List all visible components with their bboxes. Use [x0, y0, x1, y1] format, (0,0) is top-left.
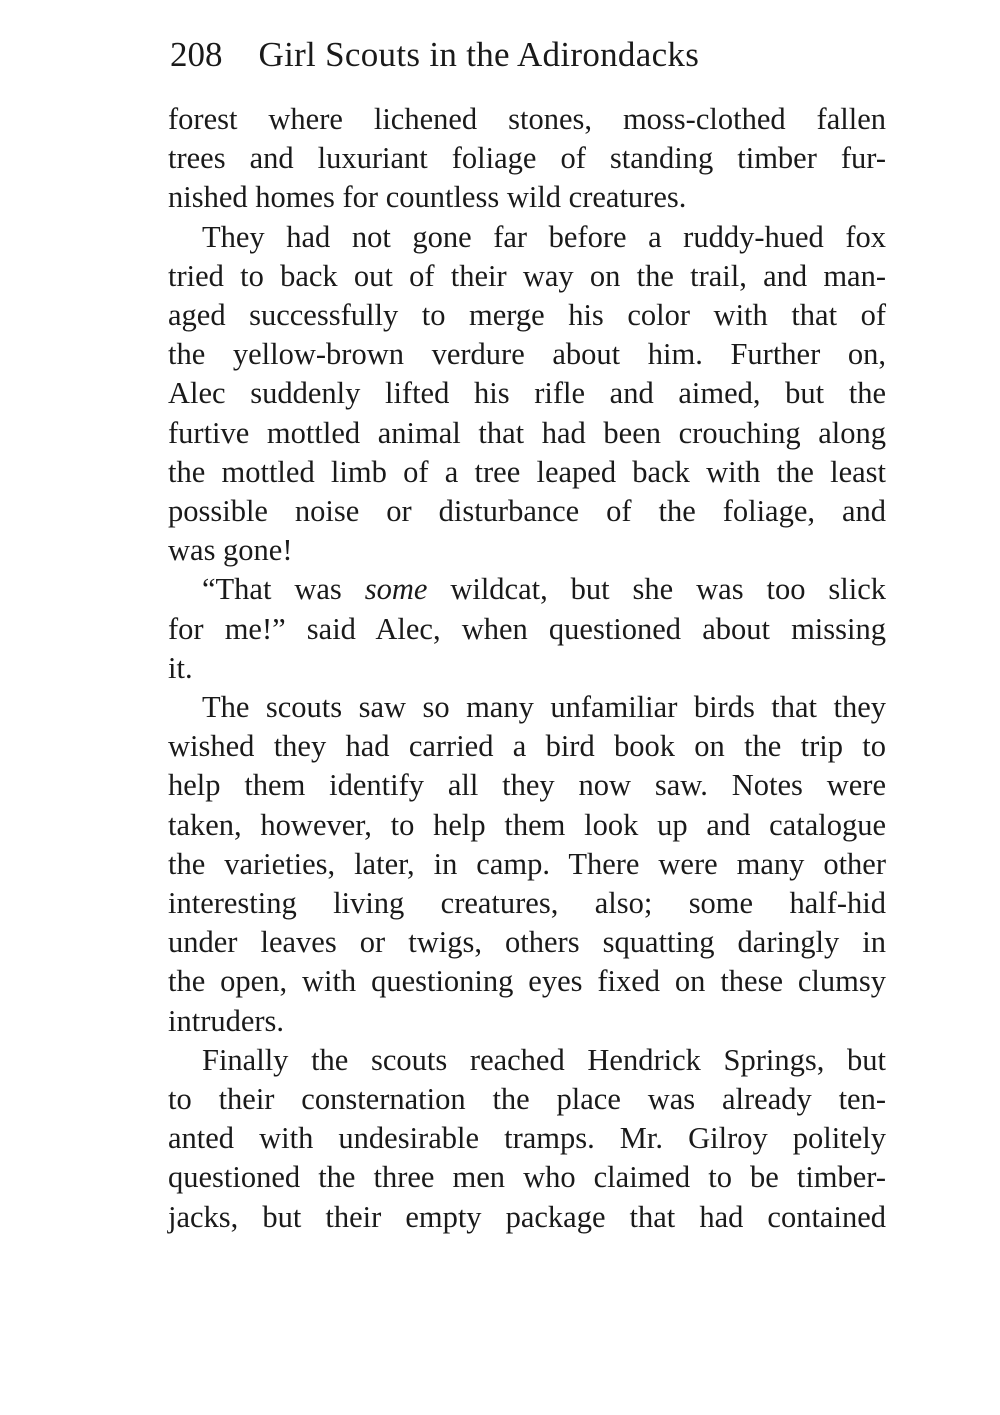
text-line: under leaves or twigs, others squatting daringly in [168, 925, 886, 960]
text-line: jacks, but their empty package that had contained [168, 1199, 886, 1234]
text-line: intruders. [168, 1003, 285, 1038]
text-line: questioned the three men who claimed to be timber- [168, 1160, 886, 1195]
text-line: nished homes for countless wild creatures. [168, 180, 687, 215]
text-run: wildcat, but she was too slick [427, 572, 886, 607]
text-line: the yellow-brown verdure about him. Further on, [168, 337, 886, 372]
paragraph-4 [168, 688, 886, 1041]
text-line: aged successfully to merge his color with that of [168, 298, 886, 333]
body-text [168, 100, 886, 1237]
text-line: Finally the scouts reached Hendrick Springs, but [202, 1042, 886, 1077]
text-line: forest where lichened stones, moss-clothed fallen [168, 102, 886, 136]
paragraph-5 [168, 1041, 886, 1237]
paragraph-1 [168, 100, 886, 218]
text-line: the open, with questioning eyes fixed on these clumsy [168, 964, 886, 999]
text-line: it. [168, 650, 193, 685]
text-line: to their consternation the place was already ten- [168, 1082, 886, 1117]
text-line: help them identify all they now saw. Notes were [168, 768, 886, 803]
text-line: furtive mottled animal that had been crouching along [168, 415, 886, 450]
text-line: anted with undesirable tramps. Mr. Gilroy politely [168, 1121, 886, 1156]
paragraph-2 [168, 218, 886, 571]
text-line: taken, however, to help them look up and catalogue [168, 807, 886, 842]
text-line: The scouts saw so many unfamiliar birds that they [202, 690, 886, 725]
text-line: the varieties, later, in camp. There were many other [168, 846, 886, 881]
text-line: was gone! [168, 533, 293, 568]
text-line: interesting living creatures, also; some half-hid [168, 886, 886, 921]
text-line: trees and luxuriant foliage of standing timber fur- [168, 141, 886, 176]
page-header [170, 30, 890, 80]
text-line: Alec suddenly lifted his rifle and aimed, but the [168, 376, 886, 411]
page-number: 208 [170, 35, 223, 74]
text-line: wished they had carried a bird book on the trip to [168, 729, 886, 764]
text-line: possible noise or disturbance of the foliage, and [168, 494, 886, 529]
emphasis: some [364, 572, 428, 607]
text-line [168, 570, 886, 609]
text-line: the mottled limb of a tree leaped back with the least [168, 454, 886, 489]
running-title: Girl Scouts in the Adirondacks [258, 35, 700, 74]
paragraph-3 [168, 570, 886, 688]
text-line: for me!” said Alec, when questioned about missing [168, 611, 886, 646]
text-line: They had not gone far before a ruddy-hued fox [202, 219, 886, 254]
text-run: “That was [202, 572, 365, 607]
text-line: tried to back out of their way on the trail, and man- [168, 258, 886, 293]
